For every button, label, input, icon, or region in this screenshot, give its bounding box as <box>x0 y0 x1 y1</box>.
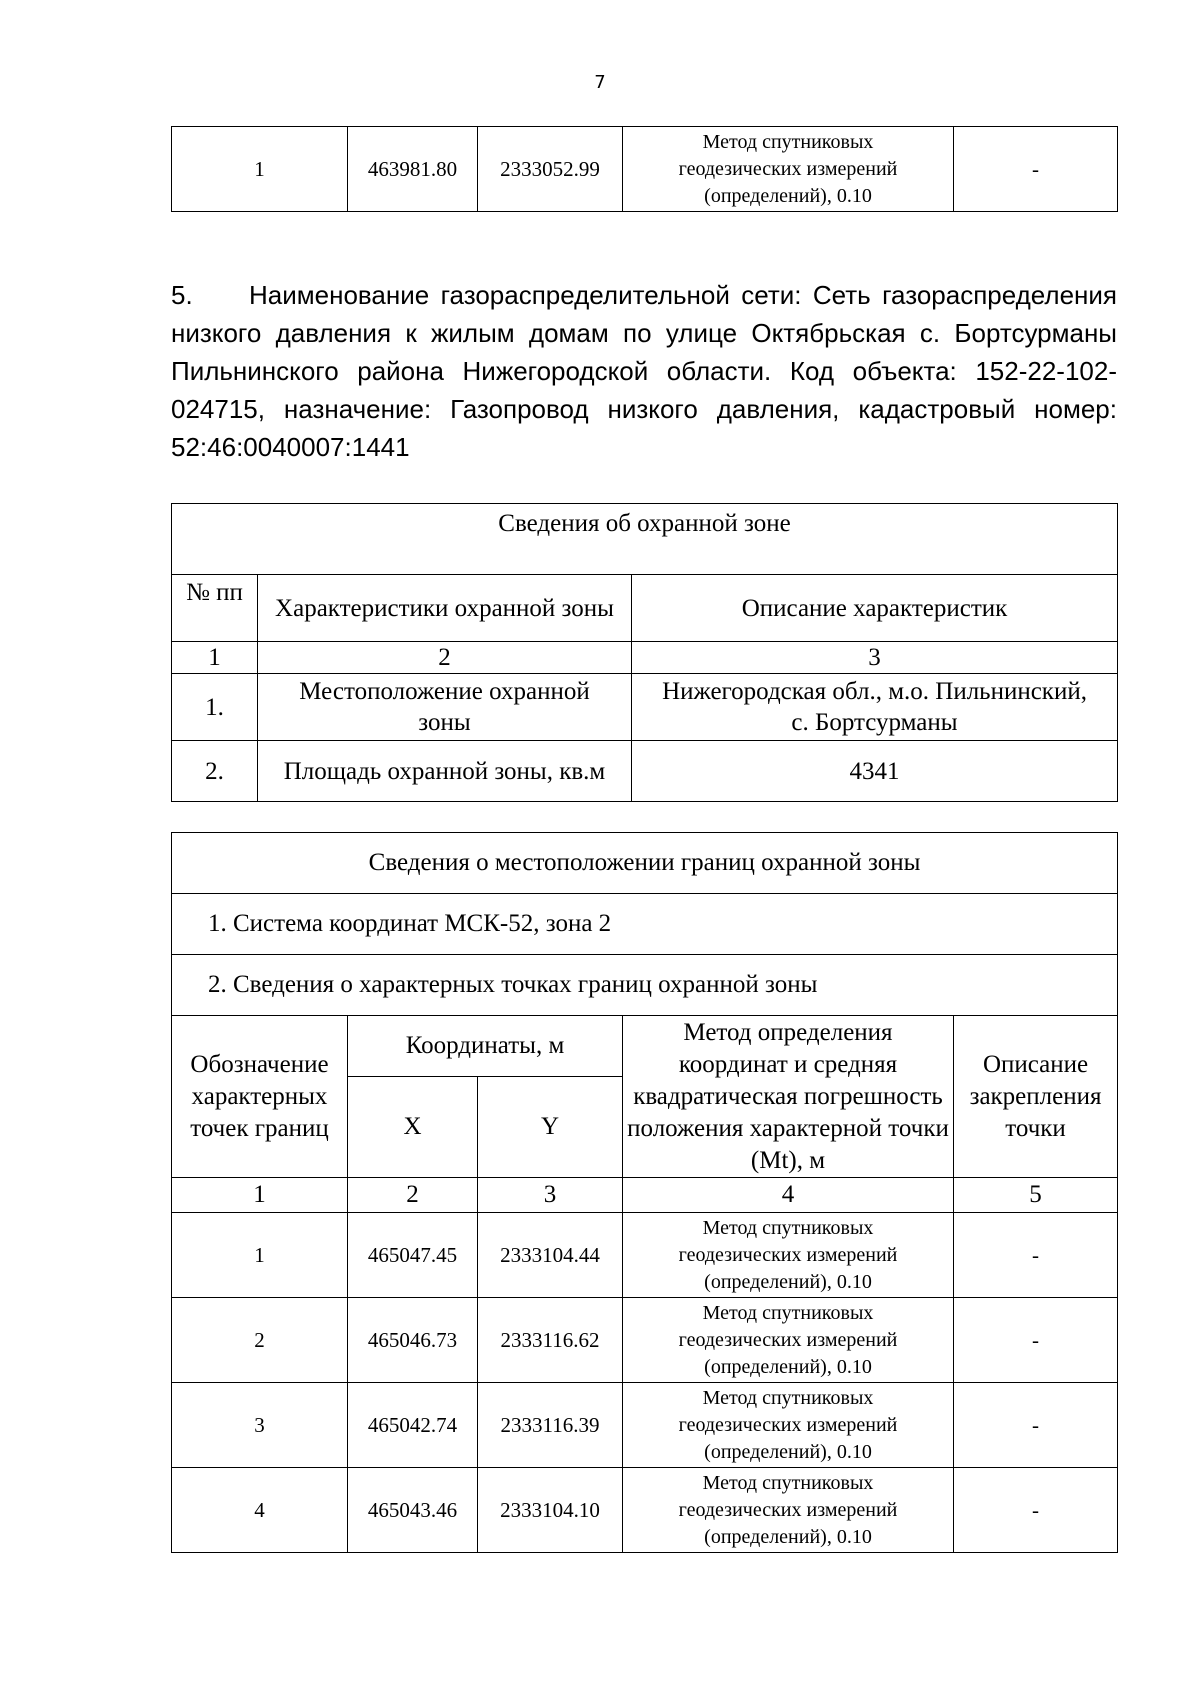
table-title: Сведения о местоположении границ охранной зоны <box>172 833 1118 894</box>
points-section-title: 2. Сведения о характерных точках границ охранной зоны <box>172 955 1118 1016</box>
row-number: 2. <box>172 741 258 802</box>
method-line: (определений), 0.10 <box>704 1355 872 1378</box>
table-row <box>172 127 1118 212</box>
row-number: 1. <box>172 674 258 741</box>
method-cell <box>623 1213 954 1298</box>
column-header: Описание закрепления точки <box>954 1016 1118 1178</box>
characteristic-description: 4341 <box>632 741 1118 802</box>
point-number: 3 <box>172 1383 348 1468</box>
table-row <box>172 741 1118 802</box>
page-number: 7 <box>594 72 606 93</box>
method-line: геодезических измерений <box>678 1498 898 1521</box>
method-line: Метод спутниковых <box>702 1216 874 1239</box>
point-description: - <box>954 1468 1118 1553</box>
table-row <box>172 1383 1118 1468</box>
method-line: Метод спутниковых <box>702 1301 874 1324</box>
coord-y: 2333104.10 <box>478 1468 623 1553</box>
previous-points-table <box>171 126 1118 212</box>
coord-x: 465047.45 <box>348 1213 478 1298</box>
column-header: Обозначение характерных точек границ <box>172 1016 348 1178</box>
method-cell <box>623 1468 954 1553</box>
method-cell <box>623 1383 954 1468</box>
point-number: 4 <box>172 1468 348 1553</box>
point-description: - <box>954 127 1118 212</box>
point-number: 2 <box>172 1298 348 1383</box>
characteristic-description: Нижегородская обл., м.о. Пильнинский, с. Бортсурманы <box>632 674 1118 741</box>
characteristic: Площадь охранной зоны, кв.м <box>258 741 632 802</box>
table-row <box>172 674 1118 741</box>
point-description: - <box>954 1298 1118 1383</box>
method-line: Метод спутниковых <box>702 1386 874 1409</box>
table-row <box>172 1298 1118 1383</box>
method-line: (определений), 0.10 <box>704 1440 872 1463</box>
column-header: Координаты, м <box>348 1016 623 1077</box>
method-line: (определений), 0.10 <box>704 1270 872 1293</box>
table-row <box>172 1468 1118 1553</box>
coord-x: 465043.46 <box>348 1468 478 1553</box>
table-title: Сведения об охранной зоне <box>172 504 1118 575</box>
method-line: геодезических измерений <box>678 157 898 180</box>
method-line: Метод спутниковых <box>702 1471 874 1494</box>
column-number: 2 <box>348 1178 478 1213</box>
boundary-points-table <box>171 832 1118 1553</box>
table-row <box>172 1213 1118 1298</box>
column-header: Метод определения координат и средняя квадратическая погрешность положения характерной точки (Mt), м <box>623 1016 954 1178</box>
section-text: Наименование газораспределительной сети: Сеть газораспределения низкого давления к жилым домам по улице Октябрьская с. Бортсурманы Пильнинского района Нижегородской области. Код объекта: 152-22-102-024715, назначение: Газопровод низкого давления, кадастровый номер: 52:46:0040007:1441 <box>171 280 1117 462</box>
column-number: 3 <box>632 642 1118 674</box>
method-line: геодезических измерений <box>678 1243 898 1266</box>
coord-y: 2333104.44 <box>478 1213 623 1298</box>
column-header: № пп <box>172 575 258 642</box>
method-cell <box>623 127 954 212</box>
coord-y: 2333116.39 <box>478 1383 623 1468</box>
method-line: геодезических измерений <box>678 1328 898 1351</box>
column-header: Y <box>478 1077 623 1178</box>
coord-y: 2333116.62 <box>478 1298 623 1383</box>
coord-x: 465046.73 <box>348 1298 478 1383</box>
section-paragraph <box>171 276 1117 466</box>
point-number: 1 <box>172 1213 348 1298</box>
method-line: геодезических измерений <box>678 1413 898 1436</box>
method-cell <box>623 1298 954 1383</box>
coord-x: 465042.74 <box>348 1383 478 1468</box>
column-number: 5 <box>954 1178 1118 1213</box>
column-number: 4 <box>623 1178 954 1213</box>
characteristic: Местоположение охранной зоны <box>258 674 632 741</box>
point-description: - <box>954 1383 1118 1468</box>
column-header: X <box>348 1077 478 1178</box>
point-number: 1 <box>172 127 348 212</box>
column-number: 1 <box>172 1178 348 1213</box>
column-number: 3 <box>478 1178 623 1213</box>
point-description: - <box>954 1213 1118 1298</box>
column-number: 1 <box>172 642 258 674</box>
column-header: Описание характеристик <box>632 575 1118 642</box>
column-header: Характеристики охранной зоны <box>258 575 632 642</box>
coord-y: 2333052.99 <box>478 127 623 212</box>
protection-zone-table <box>171 503 1118 802</box>
column-number: 2 <box>258 642 632 674</box>
method-line: (определений), 0.10 <box>704 1525 872 1548</box>
coordinate-system: 1. Система координат МСК-52, зона 2 <box>172 894 1118 955</box>
method-line: Метод спутниковых <box>702 130 874 153</box>
section-number: 5. <box>171 280 193 310</box>
method-line: (определений), 0.10 <box>704 184 872 207</box>
coord-x: 463981.80 <box>348 127 478 212</box>
